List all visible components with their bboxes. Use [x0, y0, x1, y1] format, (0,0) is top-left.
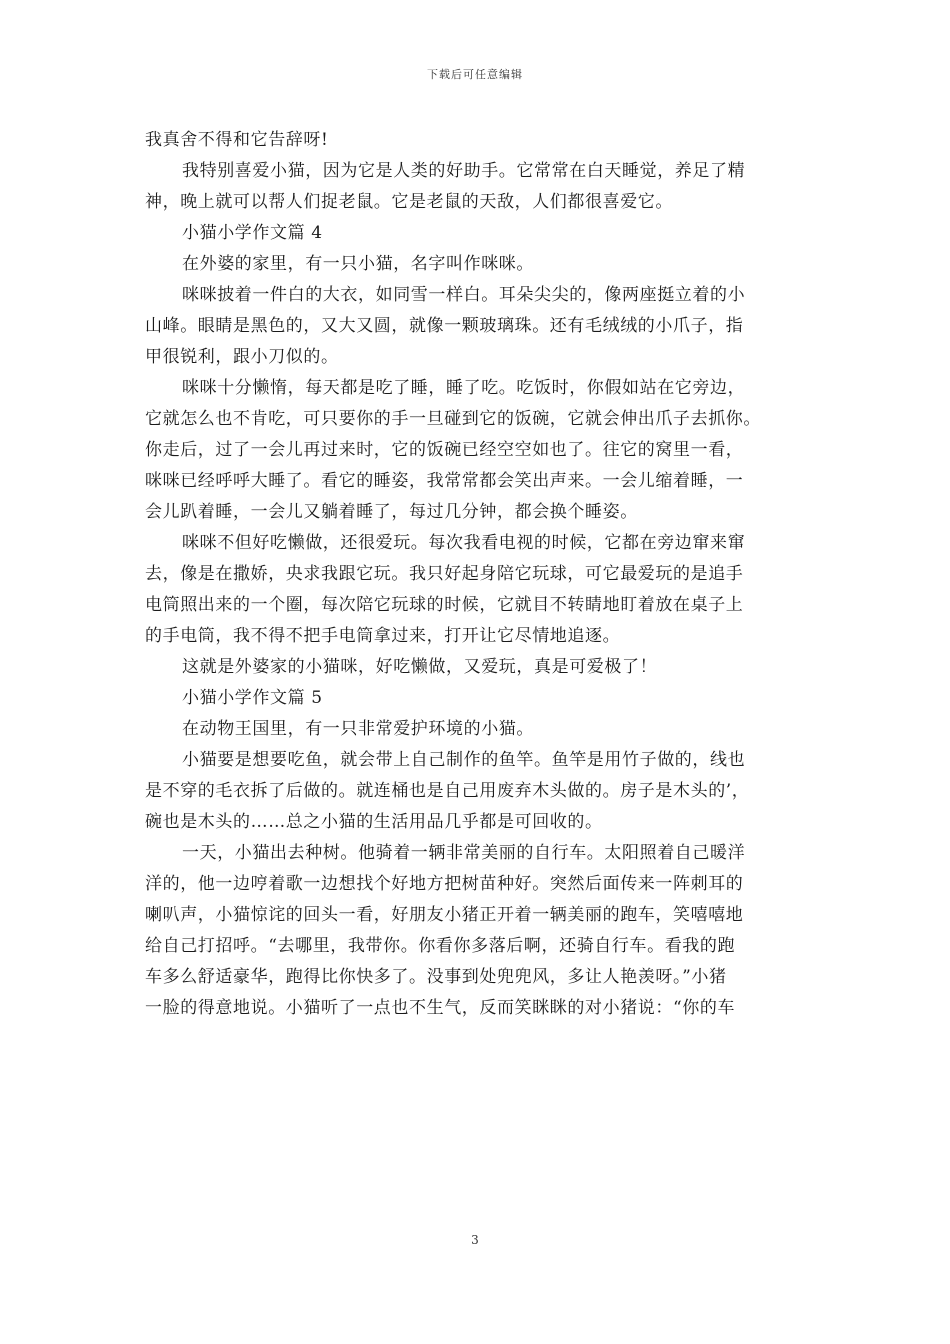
text-line: 电筒照出来的一个圈，每次陪它玩球的时候，它就目不转睛地盯着放在桌子上 [145, 595, 744, 615]
text-line: 在动物王国里，有一只非常爱护环境的小猫。 [182, 719, 534, 739]
text-line: 洋的，他一边哼着歌一边想找个好地方把树苗种好。突然后面传来一阵刺耳的 [145, 874, 744, 894]
text-line: 我真舍不得和它告辞呀! [145, 130, 329, 150]
text-line: 咪咪不但好吃懒做，还很爱玩。每次我看电视的时候，它都在旁边窜来窜 [182, 533, 746, 553]
text-line: 会儿趴着睡，一会儿又躺着睡了，每过几分钟，都会换个睡姿。 [145, 502, 638, 522]
text-line: 碗也是木头的……总之小猫的生活用品几乎都是可回收的。 [145, 812, 603, 832]
text-line: 小猫要是想要吃鱼，就会带上自己制作的鱼竿。鱼竿是用竹子做的，线也 [182, 750, 746, 770]
text-line: 神，晚上就可以帮人们捉老鼠。它是老鼠的天敌，人们都很喜爱它。 [145, 192, 673, 212]
text-line: 是不穿的毛衣拆了后做的。就连桶也是自己用废弃木头做的。房子是木头的’， [145, 781, 750, 801]
page-number: 3 [471, 1233, 479, 1247]
text-line: 它就怎么也不肯吃，可只要你的手一旦碰到它的饭碗，它就会伸出爪子去抓你。 [145, 409, 761, 429]
document-body [145, 125, 805, 1024]
text-line: 这就是外婆家的小猫咪，好吃懒做，又爱玩，真是可爱极了！ [182, 657, 658, 677]
text-line: 一脸的得意地说。小猫听了一点也不生气，反而笑眯眯的对小猪说：“你的车 [145, 998, 736, 1018]
text-line: 咪咪已经呼呼大睡了。看它的睡姿，我常常都会笑出声来。一会儿缩着睡，一 [145, 471, 744, 491]
text-line: 小猫小学作文篇 4 [182, 223, 323, 243]
text-line: 在外婆的家里，有一只小猫，名字叫作咪咪。 [182, 254, 534, 274]
text-line: 车多么舒适豪华，跑得比你快多了。没事到处兜兜风，多让人艳羡呀。”小猪 [145, 967, 727, 987]
text-line: 咪咪十分懒惰，每天都是吃了睡，睡了吃。吃饭时，你假如站在它旁边， [182, 378, 746, 398]
text-line: 咪咪披着一件白的大衣，如同雪一样白。耳朵尖尖的，像两座挺立着的小 [182, 285, 746, 305]
text-line: 山峰。眼睛是黑色的，又大又圆，就像一颗玻璃珠。还有毛绒绒的小爪子，指 [145, 316, 744, 336]
text-line: 甲很锐利，跟小刀似的。 [145, 347, 339, 367]
text-line: 的手电筒，我不得不把手电筒拿过来，打开让它尽情地追逐。 [145, 626, 621, 646]
text-line: 小猫小学作文篇 5 [182, 688, 323, 708]
text-line: 去，像是在撒娇，央求我跟它玩。我只好起身陪它玩球，可它最爱玩的是追手 [145, 564, 744, 584]
text-line: 我特别喜爱小猫，因为它是人类的好助手。它常常在白天睡觉，养足了精 [182, 161, 746, 181]
page-header: 下载后可任意编辑 [427, 68, 523, 81]
text-line: 给自己打招呼。“去哪里，我带你。你看你多落后啊，还骑自行车。看我的跑 [145, 936, 736, 956]
text-line: 喇叭声，小猫惊诧的回头一看，好朋友小猪正开着一辆美丽的跑车，笑嘻嘻地 [145, 905, 744, 925]
text-line: 一天，小猫出去种树。他骑着一辆非常美丽的自行车。太阳照着自己暖洋 [182, 843, 746, 863]
text-line: 你走后，过了一会儿再过来时，它的饭碗已经空空如也了。往它的窝里一看， [145, 440, 744, 460]
